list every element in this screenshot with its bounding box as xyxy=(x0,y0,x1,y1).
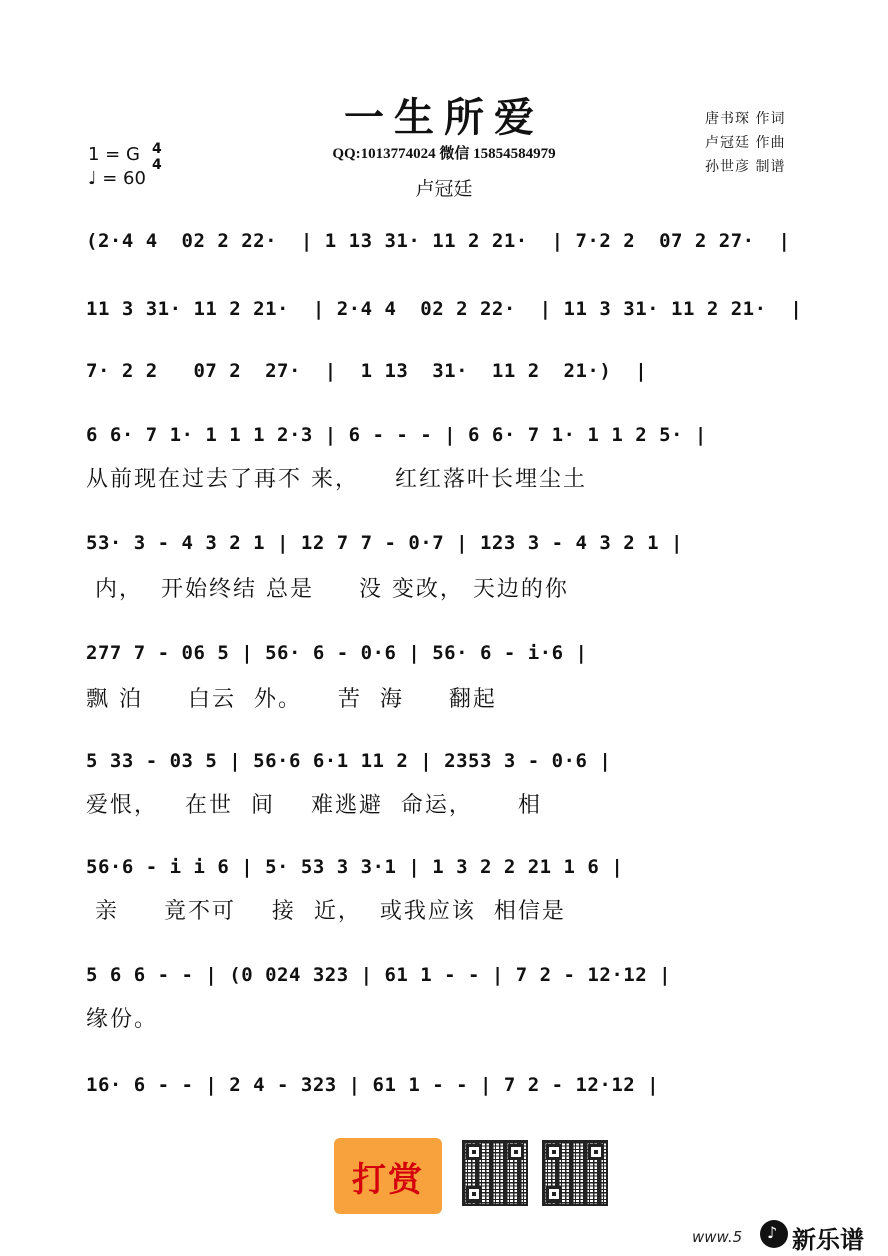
lyric-row: 缘份。 xyxy=(86,1007,159,1032)
lyric-row: 亲 竟不可 接 近， 或我应该 相信是 xyxy=(86,899,566,924)
lyric-row: 爱恨， 在世 间 难逃避 命运， 相 xyxy=(86,793,542,818)
notation-row: 16· 6 - - | 2 4 - 323 | 61 1 - - | 7 2 - 12·12 | xyxy=(86,1074,660,1096)
lyric-row: 飘 泊 白云 外。 苦 海 翻起 xyxy=(86,687,497,712)
notation-row: 5 6 6 - - | (0 024 323 | 61 1 - - | 7 2 - 12·12 | xyxy=(86,964,672,986)
music-disc-icon xyxy=(760,1220,788,1248)
notation-row: 6 6· 7 1· 1 1 1 2·3 | 6 - - - | 6 6· 7 1· 1 1 2 5· | xyxy=(86,424,707,446)
site-url: www.5 xyxy=(692,1228,743,1246)
notation-row: 53· 3 - 4 3 2 1 | 12 7 7 - 0·7 | 123 3 - 4 3 2 1 | xyxy=(86,532,683,554)
notation-row: 7· 2 2 07 2 27· | 1 13 31· 11 2 21·) | xyxy=(86,360,648,382)
donate-button[interactable]: 打赏 xyxy=(334,1138,442,1214)
qr-code-icon xyxy=(462,1140,528,1206)
notation-row: (2·4 4 02 2 22· | 1 13 31· 11 2 21· | 7·2 2 07 2 27· | xyxy=(86,230,791,252)
time-signature-top: 4 xyxy=(152,141,162,157)
song-title: 一生所爱 xyxy=(344,94,544,141)
lyric-row: 内， 开始终结 总是 没 变改， 天边的你 xyxy=(86,577,569,602)
notation-row: 56·6 - i i 6 | 5· 53 3 3·1 | 1 3 2 2 21 1 6 | xyxy=(86,856,624,878)
time-signature-bottom: 4 xyxy=(152,157,162,173)
transcriber-credit: 孙世彦 制谱 xyxy=(705,159,786,175)
contact-info: QQ:1013774024 微信 15854584979 xyxy=(332,146,556,162)
lyric-row: 从前现在过去了再不 来， 红红落叶长埋尘土 xyxy=(86,467,587,492)
singer-name: 卢冠廷 xyxy=(415,178,473,200)
notation-row: 11 3 31· 11 2 21· | 2·4 4 02 2 22· | 11 3 31· 11 2 21· | xyxy=(86,298,803,320)
lyricist-credit: 唐书琛 作词 xyxy=(705,111,786,127)
notation-row: 5 33 - 03 5 | 56·6 6·1 11 2 | 2353 3 - 0·6 | xyxy=(86,750,612,772)
tempo-marking: ♩ = 60 xyxy=(88,168,146,189)
key-signature: 1 = G xyxy=(88,144,140,165)
brand-logo: 新乐谱 xyxy=(792,1226,864,1254)
qr-code-icon xyxy=(542,1140,608,1206)
composer-credit: 卢冠廷 作曲 xyxy=(705,135,786,151)
notation-row: 277 7 - 06 5 | 56· 6 - 0·6 | 56· 6 - i·6 | xyxy=(86,642,588,664)
